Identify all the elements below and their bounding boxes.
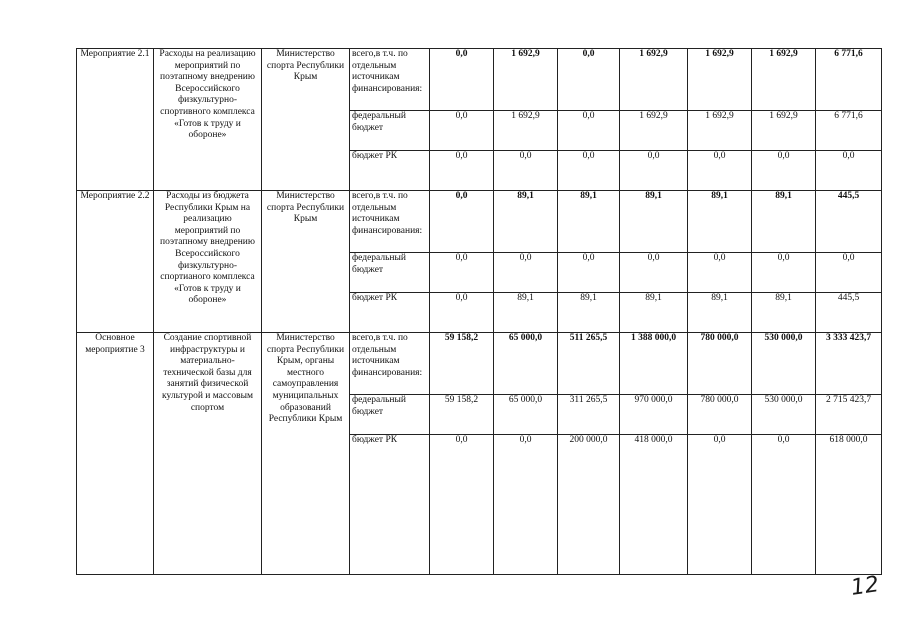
value-cell: 0,0 (558, 151, 620, 191)
value-cell: 0,0 (558, 253, 620, 293)
value-cell: 0,0 (558, 111, 620, 151)
total-value-cell: 3 333 423,7 (816, 333, 882, 395)
value-cell: 89,1 (752, 293, 816, 333)
value-cell: 200 000,0 (558, 435, 620, 575)
value-cell: 89,1 (494, 293, 558, 333)
budget-table (76, 48, 882, 575)
value-cell: 1 692,9 (688, 111, 752, 151)
responsible-organization-cell: Министерство спорта Республики Крым (262, 191, 350, 333)
funding-source-cell: федеральный бюджет (350, 111, 430, 151)
value-cell: 0,0 (430, 435, 494, 575)
value-cell: 0,0 (430, 49, 494, 111)
total-value-cell: 6 771,6 (816, 49, 882, 111)
value-cell: 0,0 (494, 151, 558, 191)
value-cell: 65 000,0 (494, 333, 558, 395)
value-cell: 970 000,0 (620, 395, 688, 435)
value-cell: 0,0 (430, 293, 494, 333)
event-name-cell: Мероприятие 2.2 (77, 191, 154, 333)
funding-source-cell: всего,в т.ч. по отдельным источникам финансирования: (350, 49, 430, 111)
value-cell: 89,1 (620, 191, 688, 253)
value-cell: 89,1 (688, 293, 752, 333)
value-cell: 1 692,9 (494, 111, 558, 151)
funding-source-cell: бюджет РК (350, 151, 430, 191)
value-cell: 0,0 (752, 253, 816, 293)
value-cell: 1 388 000,0 (620, 333, 688, 395)
page-number: 12 (849, 572, 881, 601)
value-cell: 0,0 (494, 253, 558, 293)
total-value-cell: 6 771,6 (816, 111, 882, 151)
table-row (77, 191, 882, 253)
value-cell: 530 000,0 (752, 333, 816, 395)
value-cell: 1 692,9 (752, 49, 816, 111)
table-row (77, 333, 882, 395)
value-cell: 89,1 (752, 191, 816, 253)
value-cell: 59 158,2 (430, 395, 494, 435)
total-value-cell: 2 715 423,7 (816, 395, 882, 435)
event-description-cell: Создание спортивной инфраструктуры и материально-технической базы для занятий физической культурой и массовым спортом (154, 333, 262, 575)
total-value-cell: 0,0 (816, 253, 882, 293)
value-cell: 89,1 (558, 293, 620, 333)
funding-source-cell: федеральный бюджет (350, 253, 430, 293)
value-cell: 1 692,9 (688, 49, 752, 111)
value-cell: 1 692,9 (620, 49, 688, 111)
value-cell: 0,0 (620, 253, 688, 293)
event-name-cell: Основное мероприятие 3 (77, 333, 154, 575)
funding-source-cell: всего,в т.ч. по отдельным источникам финансирования: (350, 191, 430, 253)
value-cell: 0,0 (752, 435, 816, 575)
value-cell: 89,1 (494, 191, 558, 253)
funding-source-cell: бюджет РК (350, 293, 430, 333)
funding-source-cell: федеральный бюджет (350, 395, 430, 435)
total-value-cell: 618 000,0 (816, 435, 882, 575)
value-cell: 89,1 (558, 191, 620, 253)
value-cell: 0,0 (494, 435, 558, 575)
value-cell: 0,0 (688, 253, 752, 293)
value-cell: 0,0 (752, 151, 816, 191)
value-cell: 1 692,9 (620, 111, 688, 151)
event-description-cell: Расходы на реализацию мероприятий по поэтапному внедрению Всероссийского физкультурно-спортивного комплекса «Готов к труду и обороне» (154, 49, 262, 191)
value-cell: 0,0 (558, 49, 620, 111)
value-cell: 530 000,0 (752, 395, 816, 435)
value-cell: 65 000,0 (494, 395, 558, 435)
funding-source-cell: всего,в т.ч. по отдельным источникам финансирования: (350, 333, 430, 395)
table-row (77, 49, 882, 111)
value-cell: 59 158,2 (430, 333, 494, 395)
value-cell: 0,0 (430, 111, 494, 151)
value-cell: 1 692,9 (494, 49, 558, 111)
total-value-cell: 0,0 (816, 151, 882, 191)
funding-source-cell: бюджет РК (350, 435, 430, 575)
value-cell: 1 692,9 (752, 111, 816, 151)
value-cell: 0,0 (688, 435, 752, 575)
event-name-cell: Мероприятие 2.1 (77, 49, 154, 191)
value-cell: 780 000,0 (688, 395, 752, 435)
value-cell: 511 265,5 (558, 333, 620, 395)
value-cell: 311 265,5 (558, 395, 620, 435)
value-cell: 780 000,0 (688, 333, 752, 395)
value-cell: 418 000,0 (620, 435, 688, 575)
event-description-cell: Расходы из бюджета Республики Крым на реализацию мероприятий по поэтапному внедрению Всероссийского физкультурно-спортианого комплекса «Готов к труду и обороне» (154, 191, 262, 333)
value-cell: 89,1 (688, 191, 752, 253)
responsible-organization-cell: Министерство спорта Республики Крым, органы местного самоуправления муниципальных образований Республики Крым (262, 333, 350, 575)
total-value-cell: 445,5 (816, 293, 882, 333)
value-cell: 89,1 (620, 293, 688, 333)
value-cell: 0,0 (620, 151, 688, 191)
value-cell: 0,0 (430, 191, 494, 253)
value-cell: 0,0 (688, 151, 752, 191)
value-cell: 0,0 (430, 253, 494, 293)
responsible-organization-cell: Министерство спорта Республики Крым (262, 49, 350, 191)
value-cell: 0,0 (430, 151, 494, 191)
total-value-cell: 445,5 (816, 191, 882, 253)
